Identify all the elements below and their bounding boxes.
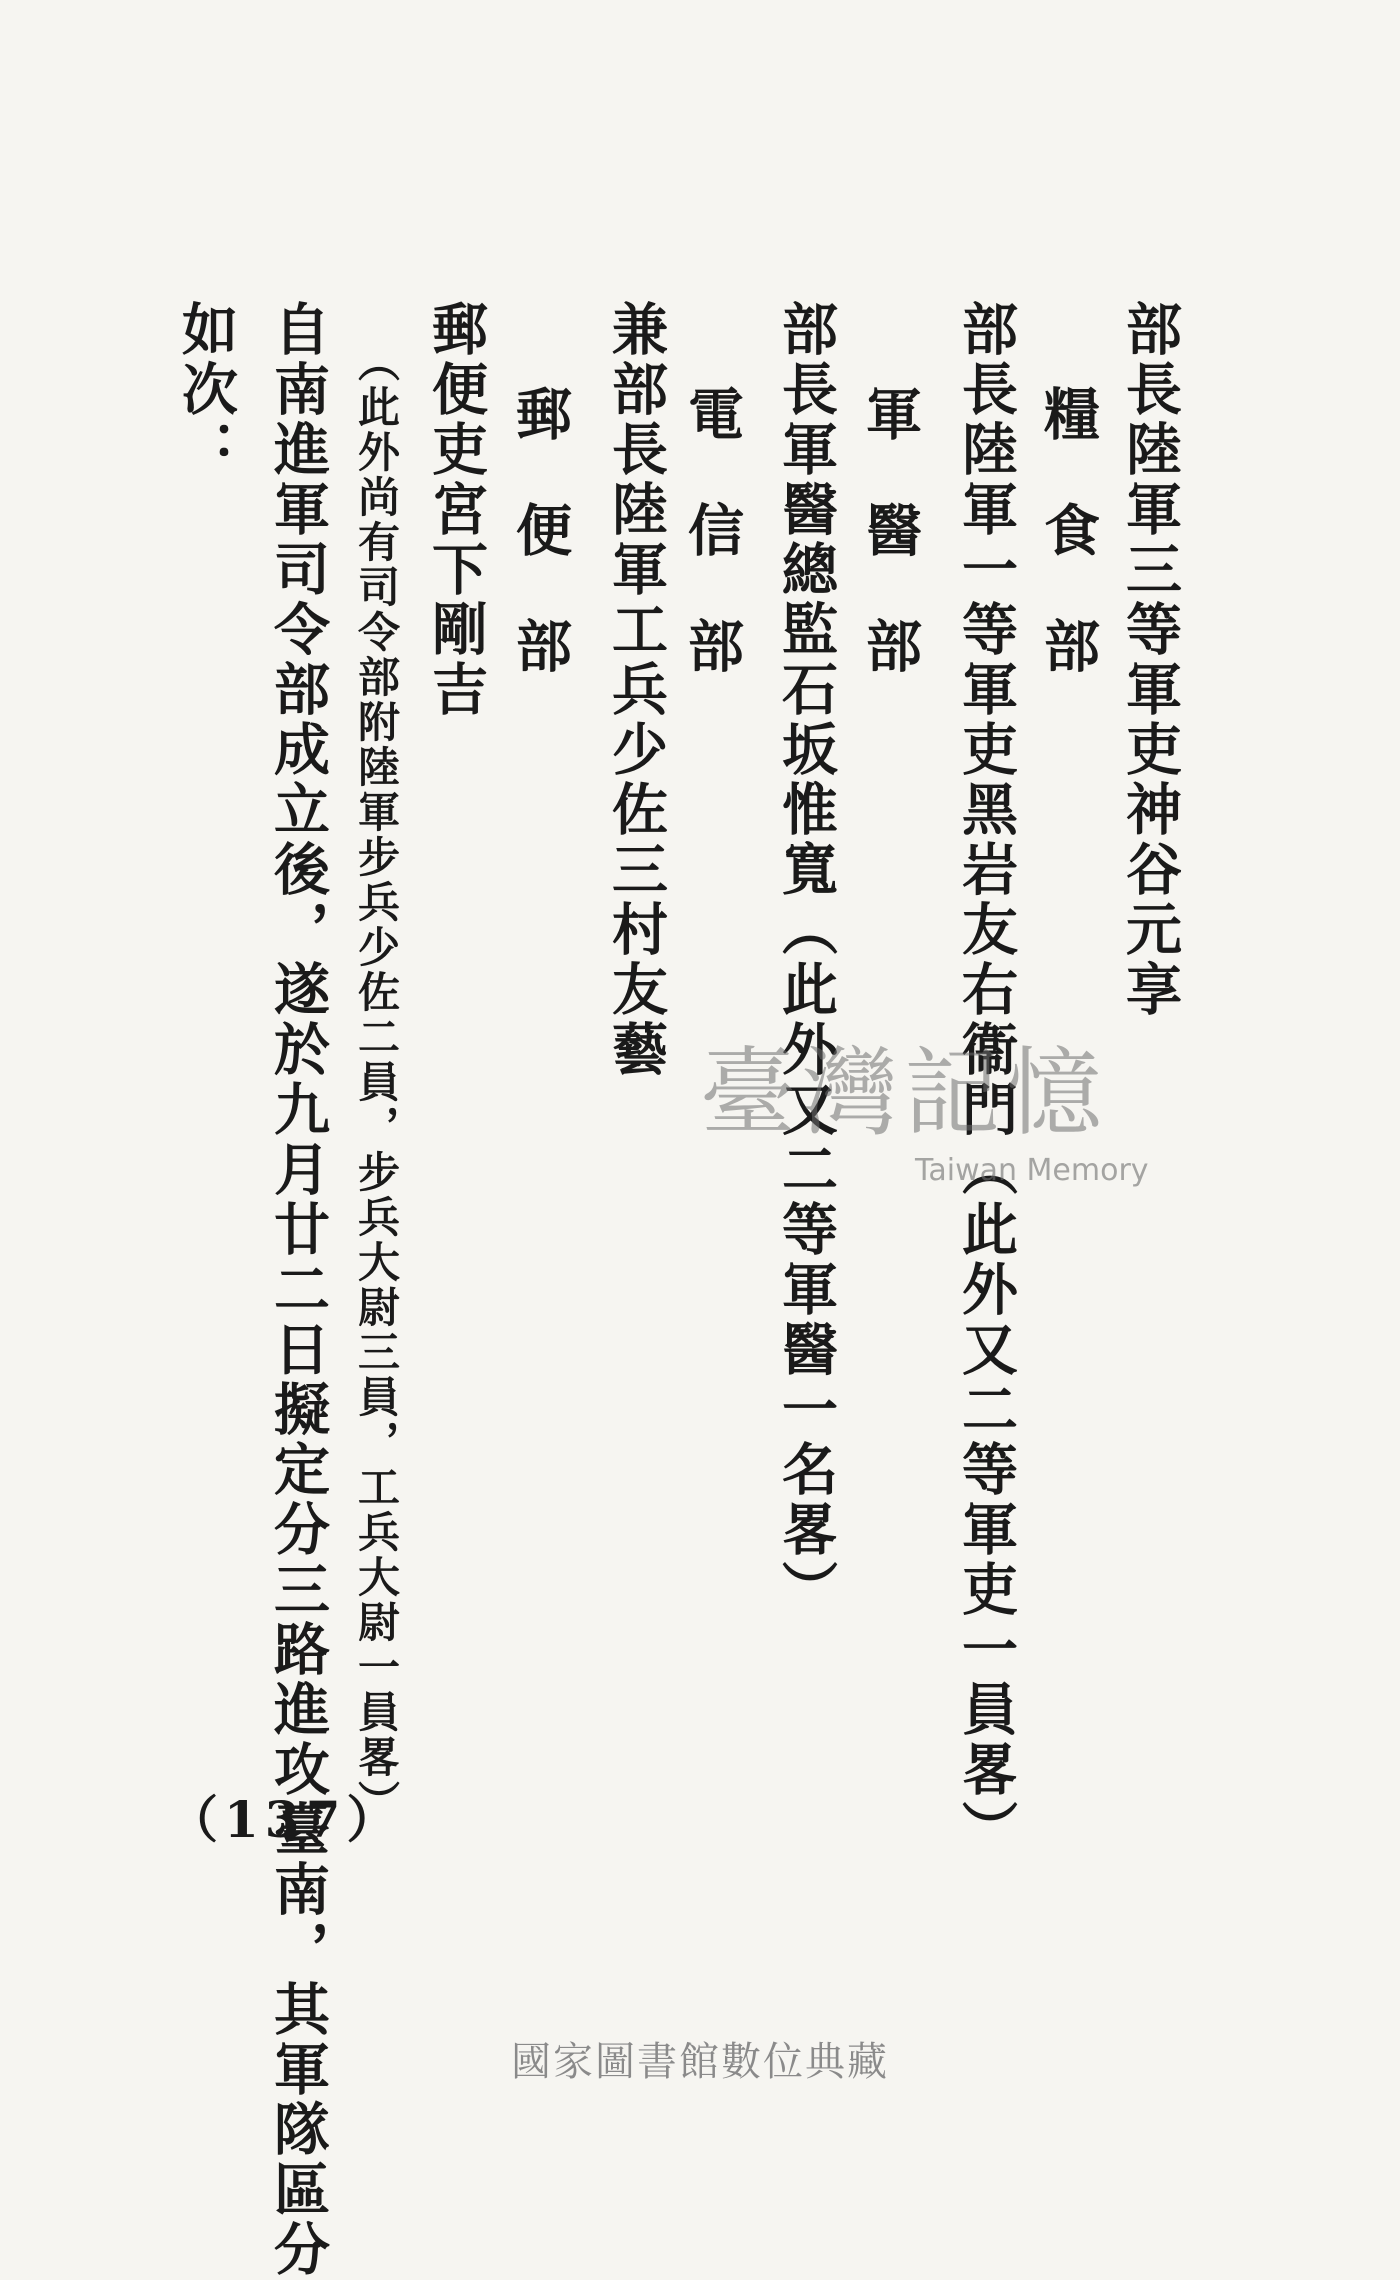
watermark-title: 臺灣記憶	[700, 1037, 1108, 1149]
column-10-note: （此外尚有司令部附陸軍步兵少佐二員，步兵大尉三員，工兵大尉一員畧）	[352, 340, 401, 1825]
column-5: 部長軍醫總監石坂惟寬（此外又二等軍醫一名畧）	[773, 300, 839, 1620]
column-9: 郵便吏宮下剛吉	[423, 300, 489, 720]
column-12: 如次：	[173, 300, 239, 480]
footer-credit: 國家圖書館數位典藏	[511, 2039, 889, 2085]
column-2-heading: 糧食部	[1035, 385, 1101, 733]
column-11: 自南進軍司令部成立後，遂於九月廿二日擬定分三路進攻臺南，其軍隊區分	[265, 300, 331, 2280]
page-number: （137）	[168, 1790, 403, 1849]
column-3: 部長陸軍一等軍吏黑岩友右衞門（此外又二等軍吏一員畧）	[953, 300, 1019, 1860]
watermark-subtitle: Taiwan Memory	[915, 1153, 1149, 1188]
column-8-heading: 郵便部	[507, 385, 573, 733]
column-6-heading: 電信部	[679, 385, 745, 733]
column-7: 兼部長陸軍工兵少佐三村友藝	[603, 300, 669, 1080]
column-1: 部長陸軍三等軍吏神谷元享	[1117, 300, 1183, 1020]
column-4-heading: 軍醫部	[857, 385, 923, 733]
watermark-logo	[700, 1037, 1149, 1205]
